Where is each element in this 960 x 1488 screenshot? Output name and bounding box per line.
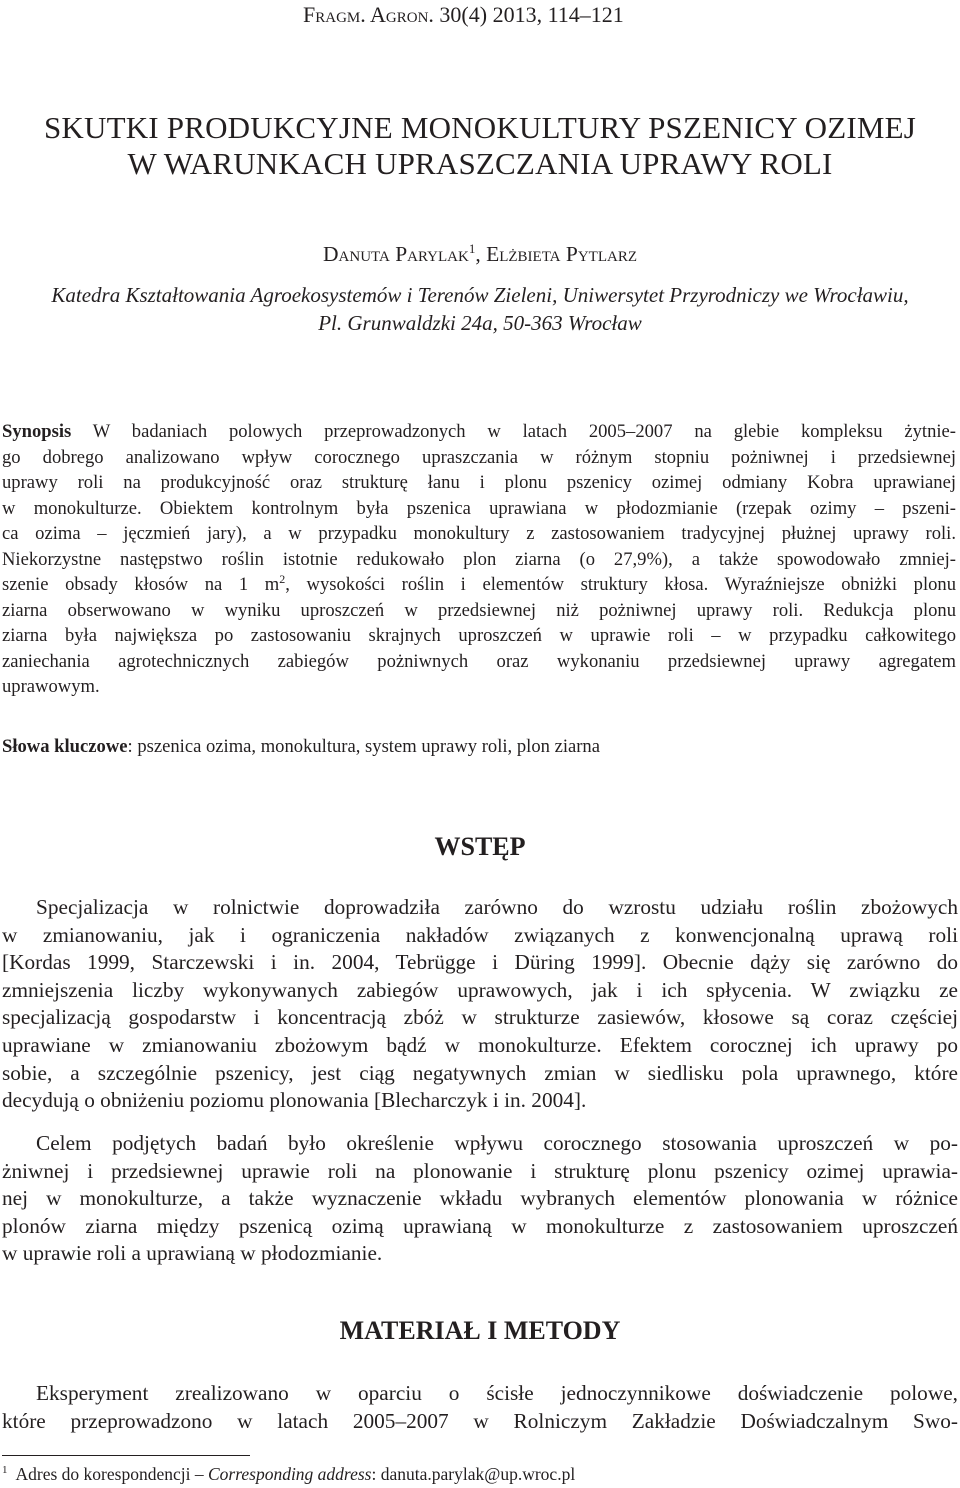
synopsis-line: uprawy roli na produkcyjność oraz strukturę łanu i plonu pszenicy ozimej odmiany Kobra uprawianej	[2, 472, 956, 493]
synopsis-line: w monokulturze. Obiektem kontrolnym była pszenica uprawiana w płodozmianie (rzepak ozimy – pszeni-	[2, 497, 956, 519]
body-line: Specjalizacja w rolnictwie doprowadziła zarówno do wzrostu udziału roślin zbożowych	[36, 895, 958, 919]
synopsis-line: ziarna obserwowano w wyniku uproszczeń w przedsiewnej niż pożniwnej uprawy roli. Redukcja plonu	[2, 599, 956, 621]
body-line: żniwnej i przedsiewnej uprawie roli na plonowanie i strukturę plonu pszenicy ozimej uprawia-	[2, 1158, 958, 1183]
footnote-divider	[2, 1455, 250, 1456]
synopsis-line: uprawowym.	[2, 676, 100, 697]
synopsis-line: zaniechania agrotechnicznych zabiegów pożniwnych oraz wykonaniu przedsiewnej uprawy agregatem	[2, 650, 956, 672]
keywords-label: Słowa kluczowe	[2, 736, 128, 757]
keywords	[2, 734, 956, 759]
body-line: plonów ziarna między pszenicą ozimą uprawianą w monokulturze z zastosowaniem uproszczeń	[2, 1213, 958, 1238]
footnote-label: Adres do korespondencji –	[15, 1464, 208, 1484]
affiliation-line-2: Pl. Grunwaldzki 24a, 50-363 Wrocław	[318, 311, 642, 335]
body-line: decydują o obniżeniu poziomu plonowania [Blecharczyk i in. 2004].	[2, 1088, 587, 1113]
synopsis-line: Synopsis W badaniach polowych przeprowadzonych w latach 2005–2007 na glebie kompleksu żytnie-	[2, 421, 956, 442]
author-1: Danuta Parylak	[323, 242, 469, 266]
body-line: nej w monokulturze, a także wyznaczenie wkładu wybranych elementów plonowania w różnice	[2, 1186, 958, 1211]
synopsis-line: Niekorzystne następstwo roślin istotnie redukowało plon ziarna (o 27,9%), a także spowodowało zmniej-	[2, 548, 956, 570]
journal-name: Fragm. Agron.	[303, 2, 434, 27]
keywords-text: : pszenica ozima, monokultura, system uprawy roli, plon ziarna	[127, 736, 600, 757]
body-line: w zmianowaniu, jak i ograniczenia nakładów związanych z konwencjonalną uprawą roli	[2, 922, 958, 947]
author-separator: ,	[475, 242, 487, 266]
methods-paragraph-1	[2, 1380, 958, 1435]
superscript: 2	[279, 571, 286, 586]
footnote-email: : danuta.parylak@up.wroc.pl	[371, 1464, 576, 1484]
synopsis	[2, 419, 956, 700]
body-line: zmniejszenia liczby wykonywanych zabiegów uprawowych, jak i ich spłycenia. W związku ze	[2, 977, 958, 1002]
body-line: sobie, a szczególnie pszenicy, jest ciąg negatywnych zmian w siedlisku pola uprawnego, które	[2, 1060, 958, 1085]
body-line: [Kordas 1999, Starczewski i in. 2004, Tebrügge i Düring 1999]. Obecnie dąży się zarówno do	[2, 950, 958, 975]
body-line: Eksperyment zrealizowano w oparciu o ścisłe jednoczynnikowe doświadczenie polowe,	[36, 1381, 958, 1405]
affiliation-line-1: Katedra Kształtowania Agroekosystemów i Terenów Zieleni, Uniwersytet Przyrodniczy we Wrocławiu,	[51, 283, 909, 307]
running-head	[0, 2, 960, 28]
body-line: w uprawie roli a uprawianą w płodozmianie.	[2, 1241, 383, 1266]
body-line: Celem podjętych badań było określenie wpływu corocznego stosowania uproszczeń w po-	[36, 1131, 958, 1155]
body-line: specjalizacją gospodarstw i koncentracją zbóż w strukturze zasiewów, kłosowe są coraz częściej	[2, 1005, 958, 1030]
footnote-italic: Corresponding address	[207, 1464, 372, 1484]
synopsis-line: szenie obsady kłosów na 1 $m^2$, wysokości roślin i elementów struktury kłosa. Wyraźniejsze obniżki plonu	[2, 571, 956, 595]
footnote-mark: 1	[2, 1464, 8, 1477]
title-line-1: SKUTKI PRODUKCYJNE MONOKULTURY PSZENICY OZIMEJ	[43, 110, 917, 145]
title-line-2: W WARUNKACH UPRASZCZANIA UPRAWY ROLI	[127, 146, 833, 181]
journal-citation: 30(4) 2013, 114–121	[439, 2, 624, 27]
body-line: które przeprowadzono w latach 2005–2007 w Rolniczym Zakładzie Doświadczalnym Swo-	[2, 1408, 958, 1433]
synopsis-line: go dobrego analizowano wpływ corocznego upraszczania w różnym stopniu pożniwnej i przedsiewnej	[2, 446, 956, 468]
synopsis-label: Synopsis	[2, 421, 72, 442]
synopsis-line: ziarna była największa po zastosowaniu skrajnych uproszczeń w uprawie roli – w przypadku całkowitego	[2, 625, 956, 646]
section-heading-intro: WSTĘP	[434, 832, 526, 861]
body-line: uprawiane w zmianowaniu zbożowym bądź w monokulturze. Efektem corocznej ich uprawy po	[2, 1032, 958, 1057]
authors	[0, 241, 960, 267]
intro-paragraph-2	[2, 1130, 958, 1268]
author-1-footnote-mark: 1	[468, 240, 476, 256]
author-2: Elżbieta Pytlarz	[486, 242, 637, 266]
synopsis-line: ca ozima – jęczmień jary), a w przypadku monokultury z zastosowaniem tradycyjnej płużnej uprawy roli.	[2, 523, 956, 544]
section-heading-methods: MATERIAŁ I METODY	[339, 1316, 621, 1345]
affiliation	[0, 281, 960, 337]
article-title	[0, 110, 960, 182]
intro-paragraph-1	[2, 894, 958, 1115]
footnote	[2, 1463, 956, 1485]
